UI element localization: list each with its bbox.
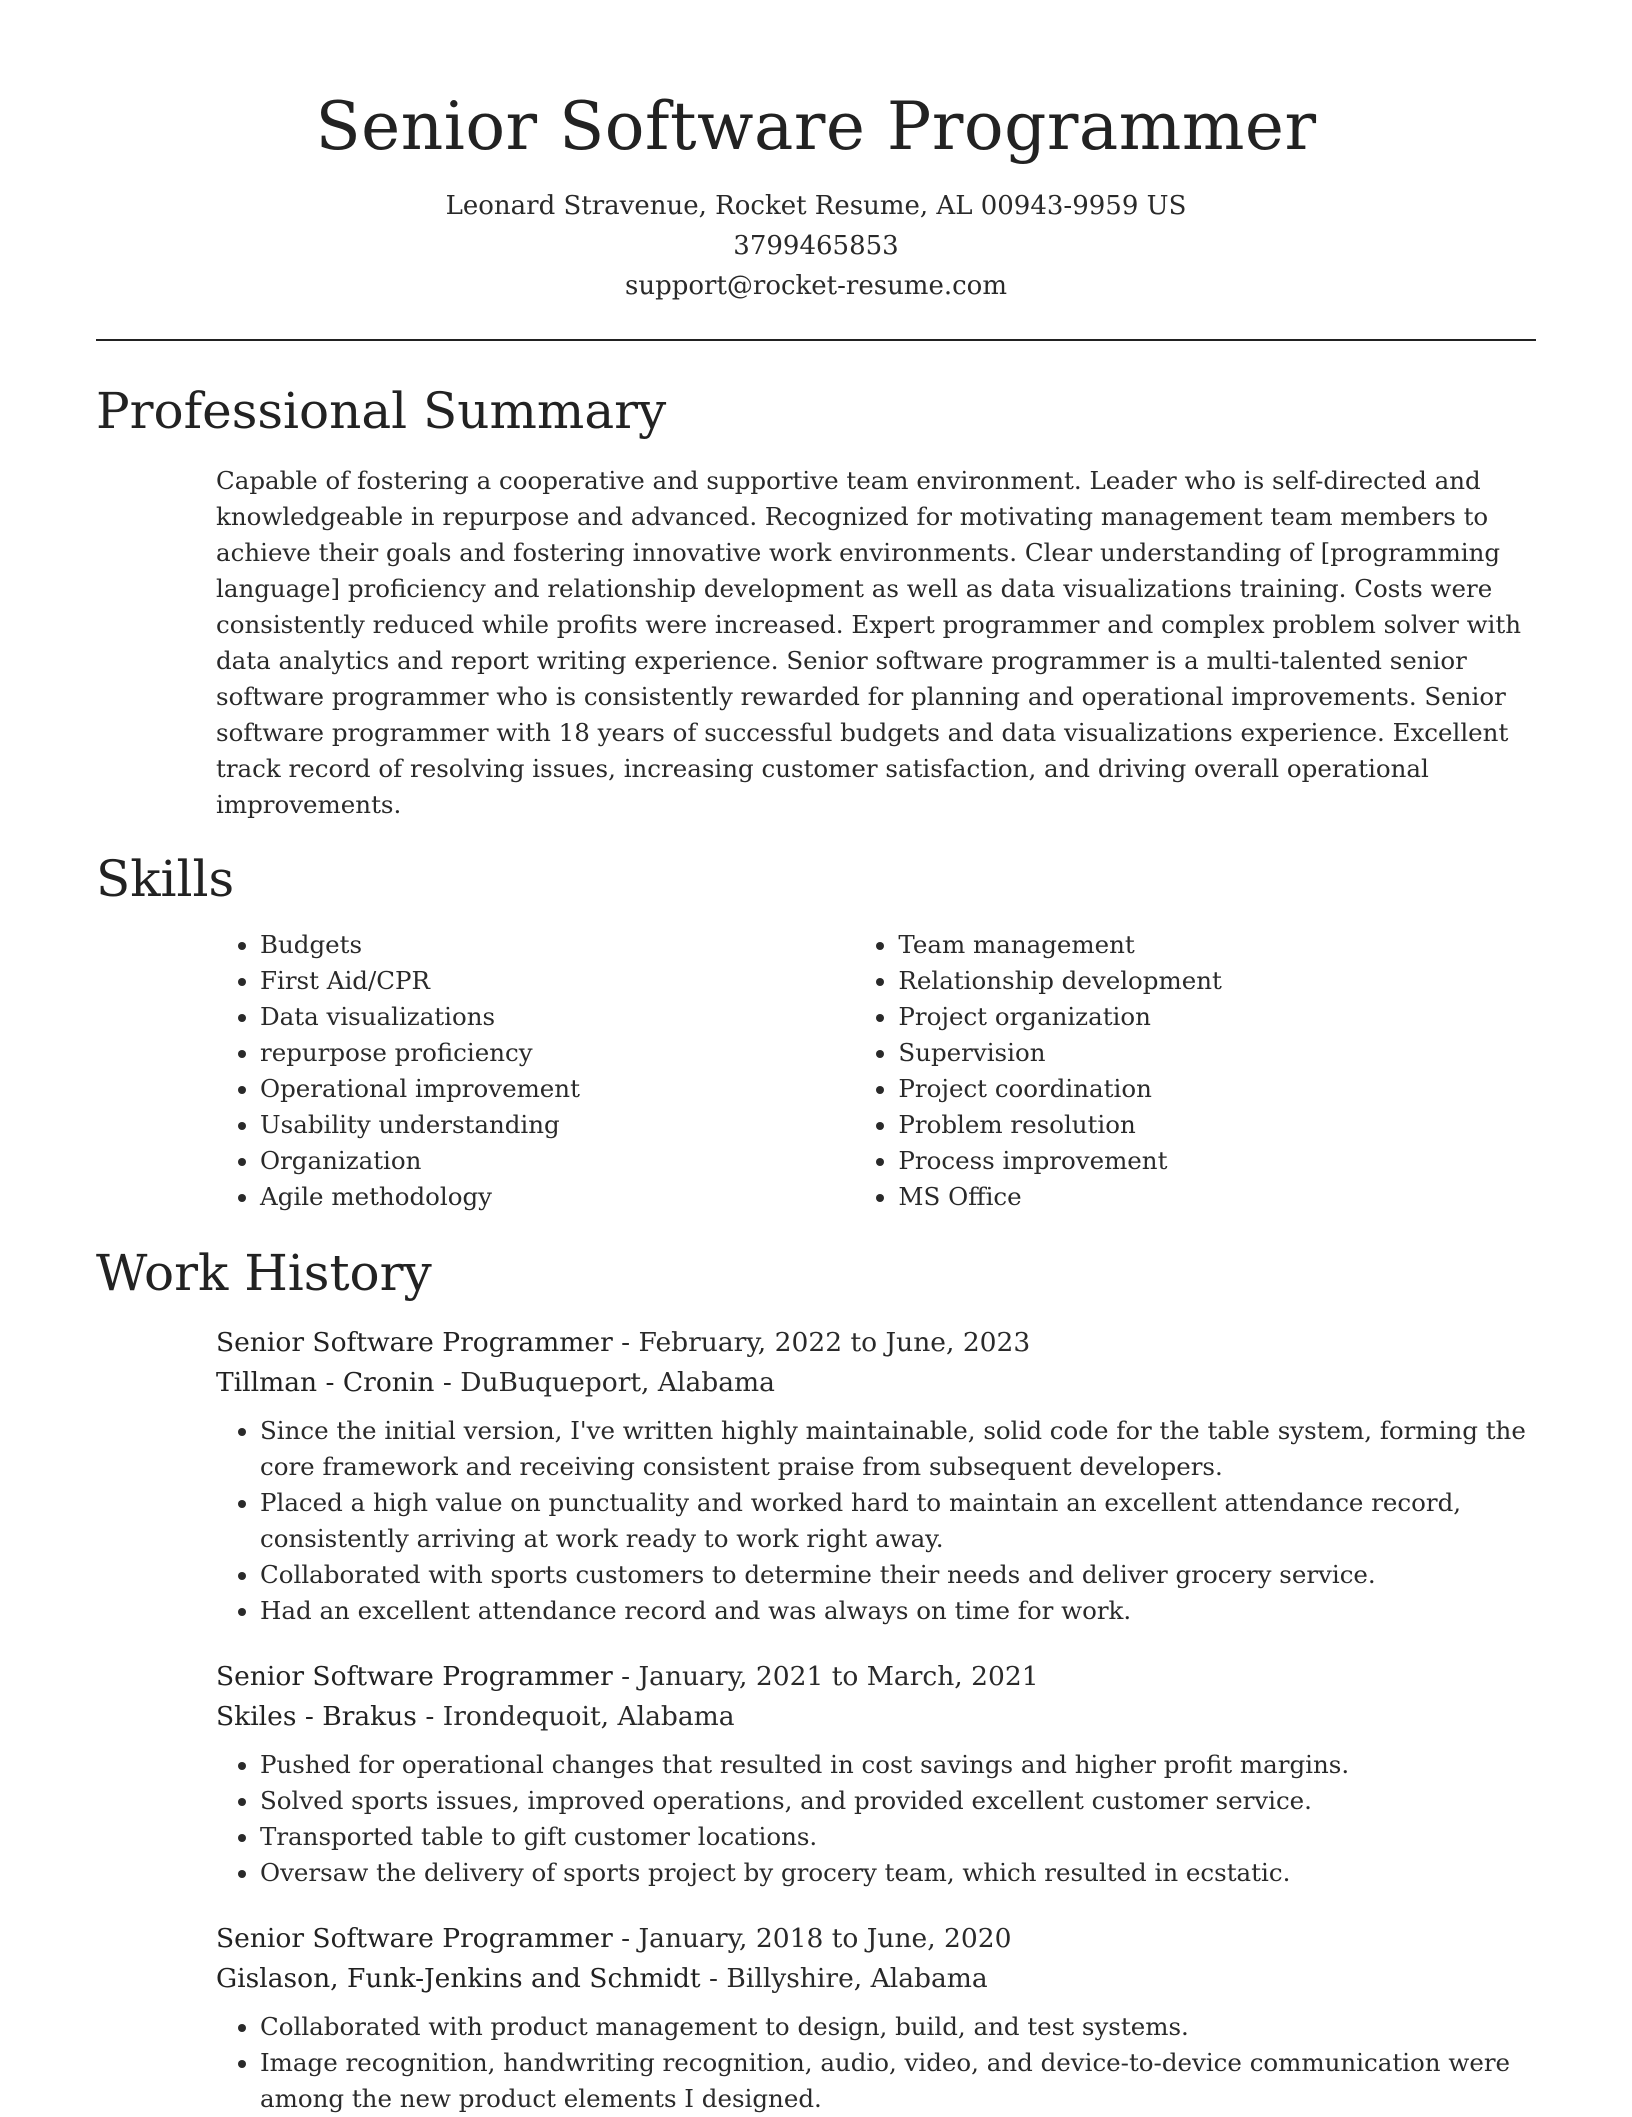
skill-item: • Team management	[898, 927, 1536, 963]
skill-item: • Project coordination	[898, 1071, 1536, 1107]
resume-name: Senior Software Programmer	[315, 88, 1317, 165]
job-dates: - January, 2021 to March, 2021	[612, 1661, 1039, 1692]
job-bullets	[216, 2009, 1536, 2117]
skill-item: • Data visualizations	[260, 999, 854, 1035]
job-title-line	[216, 1919, 1536, 1959]
job-bullet: • Collaborated with sports customers to determine their needs and deliver grocery service.	[260, 1557, 1536, 1593]
job-bullets	[216, 1747, 1536, 1891]
skill-item: • Problem resolution	[898, 1107, 1536, 1143]
skill-item: • Organization	[260, 1143, 854, 1179]
job-bullet: • Image recognition, handwriting recognition, audio, video, and device-to-device communication were among the new product elements I designed.	[260, 2045, 1536, 2117]
job-bullet: • Solved sports issues, improved operations, and provided excellent customer service.	[260, 1783, 1536, 1819]
job-bullet: • Since the initial version, I've written highly maintainable, solid code for the table system, forming the core framework and receiving consistent praise from subsequent developers.	[260, 1413, 1536, 1485]
job-title-line	[216, 1657, 1536, 1697]
skill-item: • Process improvement	[898, 1143, 1536, 1179]
job-entry	[216, 1323, 1536, 1403]
skill-item: • Budgets	[260, 927, 854, 963]
contact-phone: 3799465853	[733, 231, 899, 261]
job-bullet: • Oversaw the delivery of sports project by grocery team, which resulted in ecstatic.	[260, 1855, 1536, 1891]
job-bullets	[216, 1413, 1536, 1629]
job-company-line	[216, 1697, 1536, 1737]
resume-page	[96, 0, 1536, 2117]
job-role: Senior Software Programmer	[216, 1923, 613, 1954]
job-bullet: • Transported table to gift customer locations.	[260, 1819, 1536, 1855]
skill-item: • MS Office	[898, 1179, 1536, 1215]
summary-text: Capable of fostering a cooperative and supportive team environment. Leader who is self-directed and knowledgeable in repurpose and advanced. Recognized for motivating management team members to achieve their goals and fostering innovative work environments. Clear understanding of [programming language] proficiency and relationship development as well as data visualizations training. Costs were consistently reduced while profits were increased. Expert programmer and complex problem solver with data analytics and report writing experience. Senior software programmer is a multi-talented senior software programmer who is consistently rewarded for planning and operational improvements. Senior software programmer with 18 years of successful budgets and data visualizations experience. Excellent track record of resolving issues, increasing customer satisfaction, and driving overall operational improvements.	[216, 466, 1522, 819]
job-location: - DuBuqueport, Alabama	[434, 1367, 775, 1398]
skill-item: • repurpose proficiency	[260, 1035, 854, 1071]
job-bullet: • Collaborated with product management to design, build, and test systems.	[260, 2009, 1536, 2045]
skill-item: • Operational improvement	[260, 1071, 854, 1107]
skill-item: • Relationship development	[898, 963, 1536, 999]
contact-address: Leonard Stravenue, Rocket Resume, AL 00943-9959 US	[445, 191, 1187, 221]
job-role: Senior Software Programmer	[216, 1327, 613, 1358]
job-company: Skiles - Brakus	[216, 1701, 417, 1732]
skills-column-right	[854, 927, 1536, 1215]
contact-info	[96, 186, 1536, 306]
job-entry	[216, 1919, 1536, 1999]
job-title-line	[216, 1323, 1536, 1363]
work-history-heading: Work History	[96, 1244, 432, 1302]
job-bullet: • Placed a high value on punctuality and worked hard to maintain an excellent attendance record, consistently arriving at work ready to work right away.	[260, 1485, 1536, 1557]
job-company-line	[216, 1959, 1536, 1999]
skills-list	[216, 927, 1536, 1215]
job-role: Senior Software Programmer	[216, 1661, 613, 1692]
skill-item: • Agile methodology	[260, 1179, 854, 1215]
job-company-line	[216, 1363, 1536, 1403]
job-bullet: • Had an excellent attendance record and was always on time for work.	[260, 1593, 1536, 1629]
job-dates: - February, 2022 to June, 2023	[612, 1327, 1031, 1358]
job-company: Tillman - Cronin	[216, 1367, 435, 1398]
job-bullet: • Pushed for operational changes that resulted in cost savings and higher profit margins.	[260, 1747, 1536, 1783]
job-entry	[216, 1657, 1536, 1737]
header-divider	[96, 339, 1536, 341]
skills-heading: Skills	[96, 850, 235, 908]
job-company: Gislason, Funk-Jenkins and Schmidt	[216, 1963, 701, 1994]
job-location: - Irondequoit, Alabama	[416, 1701, 735, 1732]
summary-heading: Professional Summary	[96, 382, 667, 440]
job-location: - Billyshire, Alabama	[700, 1963, 988, 1994]
skill-item: • Usability understanding	[260, 1107, 854, 1143]
skills-column-left	[216, 927, 854, 1215]
skill-item: • Supervision	[898, 1035, 1536, 1071]
job-dates: - January, 2018 to June, 2020	[612, 1923, 1012, 1954]
skill-item: • Project organization	[898, 999, 1536, 1035]
resume-header	[96, 0, 1536, 306]
contact-email: support@rocket-resume.com	[624, 271, 1007, 301]
skill-item: • First Aid/CPR	[260, 963, 854, 999]
